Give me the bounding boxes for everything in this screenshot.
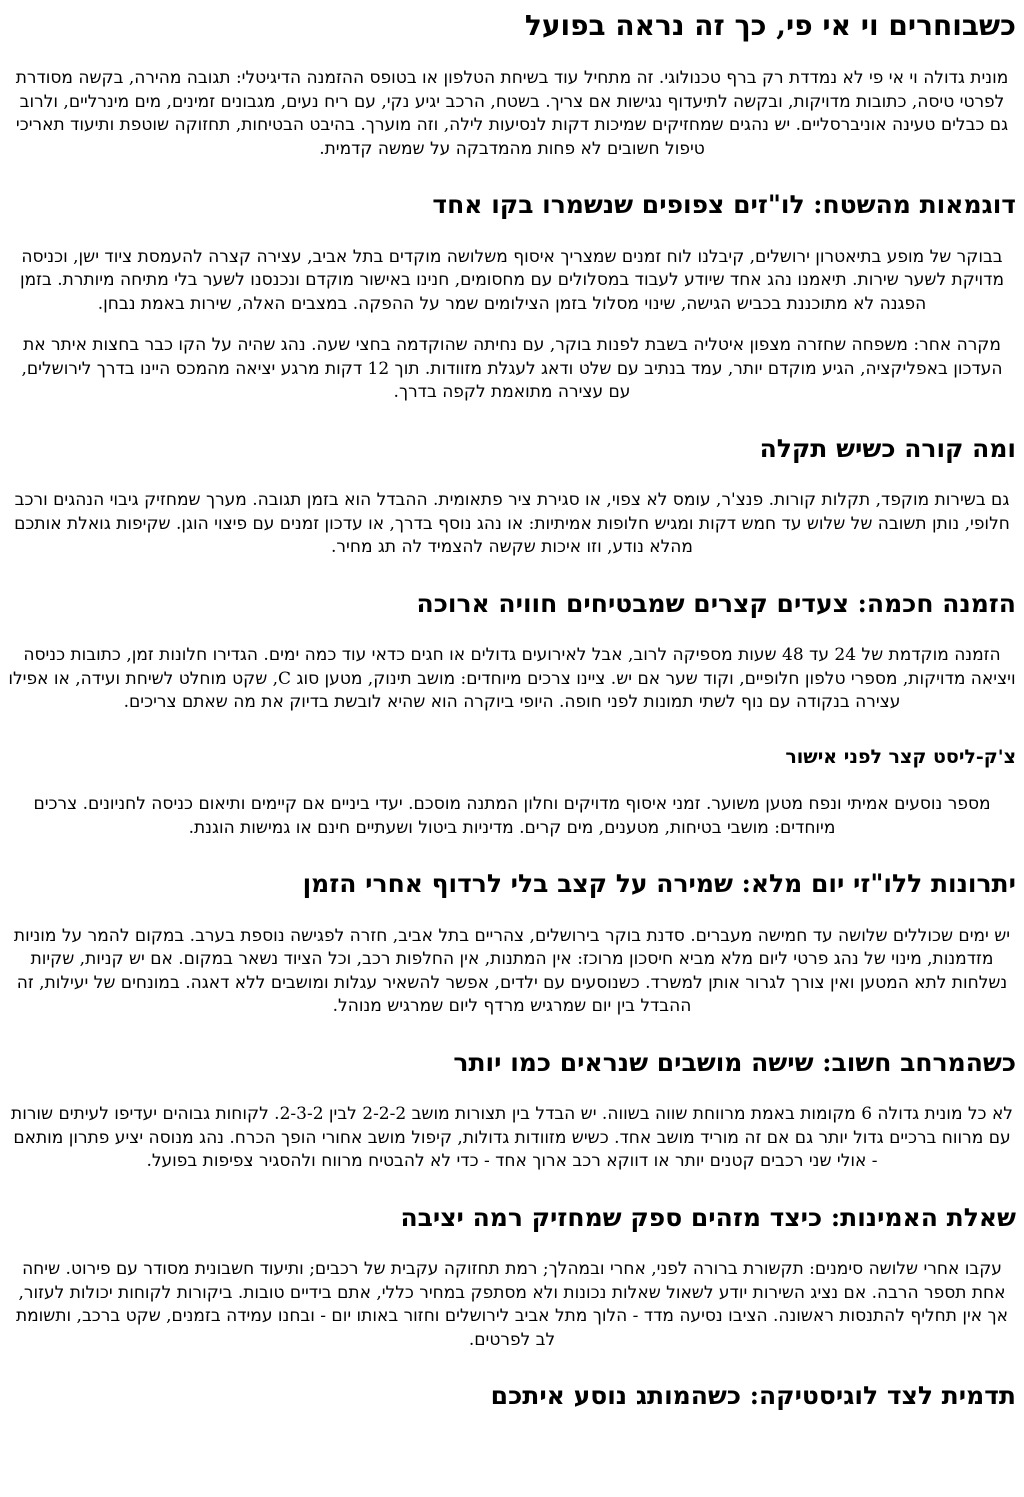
paragraph-six-seats: לא כל מונית גדולה 6 מקומות באמת מרווחת שווה בשווה. יש הבדל בין תצורות מושב 2-2-2 לבין 2-3-2. לקוחות גבוהים יעדיפו לעיתים שורות עם מרווח ברכיים גדול יותר גם אם זה מוריד מושב אחד. כשיש מזוודות גדולות, קיפול מושב אחורי הופך הכרח. נהג מנוסה יציע פתרון מותאם - אולי שני רכבים קטנים יותר או דווקא רכב ארוך אחד - כדי לא להבטיח מרווח ולהסגיר צפיפות בפועל.: [11, 1104, 1013, 1172]
section-heading-malfunction: ומה קורה כשיש תקלה: [759, 433, 1016, 463]
section-heading-smart-booking: הזמנה חכמה: צעדים קצרים שמבטיחים חוויה ארוכה: [416, 588, 1016, 618]
subsection-heading-checklist: צ'ק-ליסט קצר לפני אישור: [785, 745, 1016, 768]
paragraph-theater-case: בבוקר של מופע בתיאטרון ירושלים, קיבלנו לוח זמנים שמצריך איסוף משלושה מוקדים בתל אביב, עצירה קצרה להעמסת ציוד ישן, וכניסה מדויקת לשער שירות. תיאמנו נהג אחד שיודע לעבוד במסלולים עם מחסומים, חנינו באישור מוקדם ונכנסנו לשער בלי מתיחה מיותרת. בזמן הפגנה לא מתוכננת בכביש הגישה, שינוי מסלול בזמן הצילומים שמר על ההפקה. במצבים האלה, שירות באמת נבחן.: [19, 246, 1005, 314]
section-heading-six-seats: כשהמרחב חשוב: שישה מושבים שנראים כמו יותר: [453, 1047, 1016, 1077]
article-title: כשבוחרים וי אי פי, כך זה נראה בפועל: [524, 9, 1016, 42]
section-heading-field-examples: דוגמאות מהשטח: לו"זים צפופים שנשמרו בקו אחד: [432, 190, 1016, 219]
paragraph-family-case: מקרה אחר: משפחה שחזרה מצפון איטליה בשבת לפנות בוקר, עם נחיתה שהוקדמה בחצי שעה. נהג שהיה על הקו כבר בחצות איתר את העדכון באפליקציה, הגיע מוקדם יותר, עמד בנתיב עם שלט ודאג לעגלת מזוודות. תוך 12 דקות מרגע יציאה מהמכס היינו בדרך לירושלים, עם עצירה מתואמת לקפה בדרך.: [21, 335, 1003, 402]
section-heading-full-day: יתרונות ללו"זי יום מלא: שמירה על קצב בלי לרדוף אחרי הזמן: [302, 869, 1016, 899]
paragraph-full-day: יש ימים שכוללים שלושה עד חמישה מעברים. סדנת בוקר בירושלים, צהריים בתל אביב, חזרה לפגישה נוספת בערב. במקום להמר על מוניות מזדמנות, מינוי של נהג פרטי ליום מלא מביא חיסכון מרוכז: אין המתנות, אין החלפות רכב, וכל הציוד נשאר במקום. אם יש קניות, שקיות נשלחות לתא המטען ואין צורך לגרור אותן למשרד. כשנוסעים עם ילדים, אפשר להשאיר עגלות ומושבים ללא דאגה. במונחים של יעילות, זה ההבדל בין יום שמרגיש מרדף ליום שמרגיש מנוהל.: [13, 925, 1011, 1017]
paragraph-smart-booking: הזמנה מוקדמת של 24 עד 48 שעות מספיקה לרוב, אבל לאירועים גדולים או חגים כדאי עוד כמה ימים. הגדירו חלונות זמן, כתובות כניסה ויציאה מדויקות, מספרי טלפון חלופיים, וקוד שער אם יש. ציינו צרכים מיוחדים: מושב תינוק, מטען סוג C, שקט מוחלט לשיחת ועידה, או אפילו עצירה בנקודה עם נוף לשתי תמונות לפני חופה. היופי ביוקרה הוא שהיא לובשת בדיוק את מה שאתם צריכים.: [8, 645, 1016, 712]
paragraph-reliability: עקבו אחרי שלושה סימנים: תקשורת ברורה לפני, אחרי ובמהלך; רמת תחזוקה עקבית של רכבים; ותיעוד חשבונית מסודר עם פירוט. שיחה אחת תספר הרבה. אם נציג השירות יודע לשאול שאלות נכונות ולא מסתפק במחיר כללי, אתם בידיים טובות. ביקורות לקוחות יכולות לעזור, אך אין תחליף להתנסות ראשונה. הציבו נסיעה מדד - הלוך מתל אביב לירושלים וחזור באותו יום - ובחנו עמידה בזמנים, שקט ברכב, ותשומת לב לפרטים.: [15, 1259, 1009, 1350]
section-heading-reliability: שאלת האמינות: כיצד מזהים ספק שמחזיק רמה יציבה: [400, 1202, 1016, 1232]
intro-paragraph: מונית גדולה וי אי פי לא נמדדת רק ברף טכנולוגי. זה מתחיל עוד בשיחת הטלפון או בטופס ההזמנה הדיגיטלי: תגובה מהירה, בקשה מסודרת לפרטי טיסה, כתובות מדויקות, ובקשה לתיעדוף נגישות אם צריך. בשטח, הרכב יגיע נקי, עם ריח נעים, מגבונים זמינים, מים מינרליים, ולרוב גם כבלים טעינה אוניברסליים. יש נהגים שמחזיקים שמיכות דקות לנסיעות לילה, וזה מוערך. בהיבט הבטיחות, תחזוקה שוטפת ותיעוד תאריכי טיפול חשובים לא פחות מהמדבקה על שמשה קדמית.: [15, 68, 1009, 159]
paragraph-malfunction: גם בשירות מוקפד, תקלות קורות. פנצ'ר, עומס לא צפוי, או סגירת ציר פתאומית. ההבדל הוא בזמן תגובה. מערך שמחזיק גיבוי הנהגים ורכב חלופי, נותן תשובה של שלוש עד חמש דקות ומגיש חלופות אמיתיות: או נהג נוסף בדרך, או עדכון זמנים עם פיצוי הוגן. שקיפות גואלת אותכם מהלא נודע, וזו איכות שקשה להצמיד לה תג מחיר.: [14, 490, 1010, 557]
paragraph-checklist: מספר נוסעים אמיתי ונפח מטען משוער. זמני איסוף מדויקים וחלון המתנה מוסכם. יעדי ביניים אם קיימים ותיאום כניסה לחניונים. צרכים מיוחדים: מושבי בטיחות, מטענים, מים קרים. מדיניות ביטול ושעתיים חינם או גמישות הוגנת.: [33, 794, 991, 838]
section-heading-branding: תדמית לצד לוגיסטיקה: כשהמותג נוסע איתכם: [490, 1381, 1016, 1411]
